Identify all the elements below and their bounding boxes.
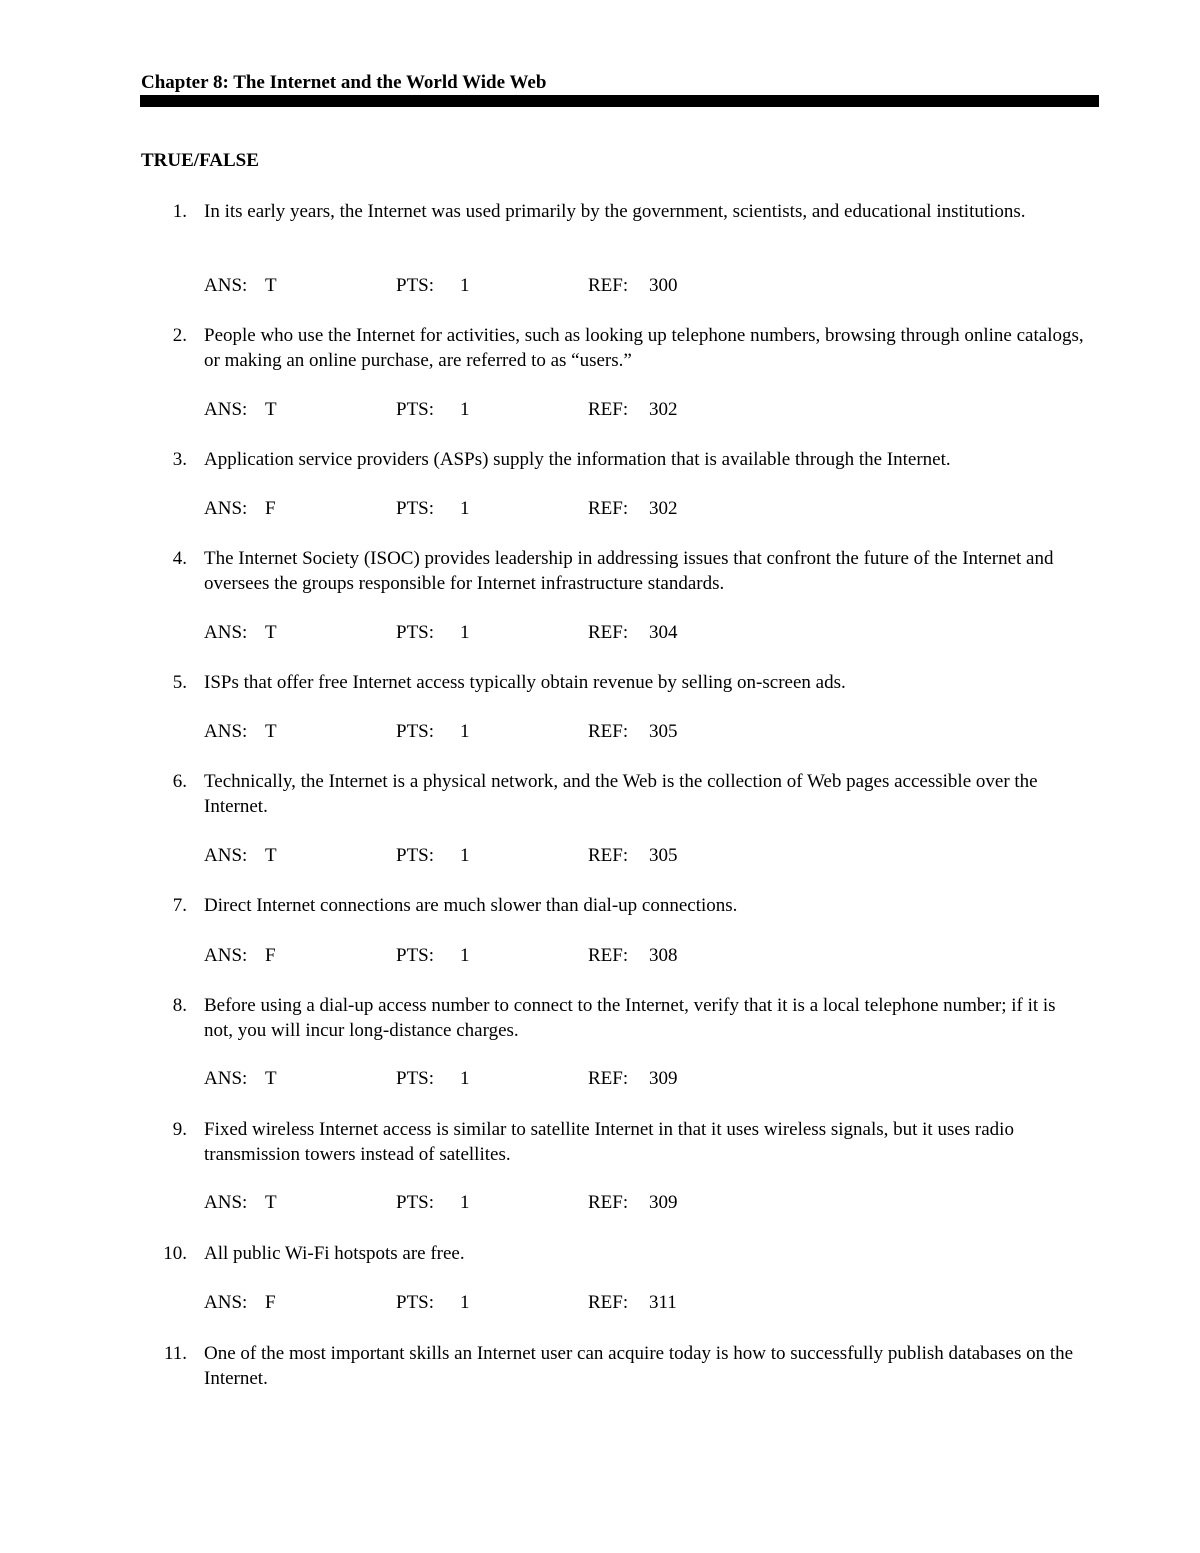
- ref-value: 308: [649, 945, 678, 966]
- question-number: 2.: [172, 325, 187, 346]
- question-number: 7.: [172, 895, 187, 916]
- ans-label: ANS:: [204, 275, 248, 296]
- pts-value: 1: [460, 1192, 470, 1213]
- ref-label: REF:: [588, 399, 629, 420]
- ref-value: 309: [649, 1192, 678, 1213]
- ans-label: ANS:: [204, 721, 248, 742]
- ref-value: 304: [649, 622, 678, 643]
- question-text: In its early years, the Internet was used primarily by the government, scientists, and educational institutions.: [204, 201, 1026, 222]
- question-text: Direct Internet connections are much slower than dial-up connections.: [204, 895, 738, 916]
- ref-value: 300: [649, 275, 678, 296]
- ans-value: T: [265, 845, 277, 866]
- question-text: Fixed wireless Internet access is similar to satellite Internet in that it uses wireless signals, but it uses radio transmission towers instead of satellites.: [204, 1119, 1014, 1165]
- chapter-title: Chapter 8: The Internet and the World Wide Web: [141, 72, 547, 93]
- question-number: 6.: [172, 771, 187, 792]
- ans-label: ANS:: [204, 1292, 248, 1313]
- pts-value: 1: [460, 275, 470, 296]
- pts-value: 1: [460, 622, 470, 643]
- question-text: One of the most important skills an Internet user can acquire today is how to successfully publish databases on the Internet.: [204, 1343, 1074, 1389]
- ref-label: REF:: [588, 1192, 629, 1213]
- pts-label: PTS:: [396, 945, 435, 966]
- question-number: 8.: [172, 995, 187, 1016]
- pts-label: PTS:: [396, 1192, 435, 1213]
- ans-value: F: [265, 1292, 276, 1313]
- question-text: Technically, the Internet is a physical network, and the Web is the collection of Web pages accessible over the Internet.: [204, 771, 1038, 817]
- ans-value: T: [265, 399, 277, 420]
- pts-label: PTS:: [396, 845, 435, 866]
- pts-value: 1: [460, 399, 470, 420]
- question-number: 4.: [172, 548, 187, 569]
- question-text: People who use the Internet for activities, such as looking up telephone numbers, browsing through online catalogs, or making an online purchase, are referred to as “users.”: [204, 325, 1084, 371]
- section-heading: TRUE/FALSE: [141, 150, 259, 171]
- ans-value: T: [265, 622, 277, 643]
- question-text: All public Wi-Fi hotspots are free.: [204, 1243, 465, 1264]
- pts-label: PTS:: [396, 622, 435, 643]
- question-text: The Internet Society (ISOC) provides leadership in addressing issues that confront the future of the Internet and oversees the groups responsible for Internet infrastructure standards.: [204, 548, 1054, 594]
- ref-value: 302: [649, 399, 678, 420]
- ref-label: REF:: [588, 498, 629, 519]
- pts-label: PTS:: [396, 721, 435, 742]
- question-number: 11.: [163, 1343, 187, 1364]
- ans-label: ANS:: [204, 399, 248, 420]
- ans-label: ANS:: [204, 1192, 248, 1213]
- pts-label: PTS:: [396, 399, 435, 420]
- ans-value: T: [265, 275, 277, 296]
- ref-value: 305: [649, 721, 678, 742]
- pts-label: PTS:: [396, 1068, 435, 1089]
- question-number: 9.: [172, 1119, 187, 1140]
- ans-label: ANS:: [204, 945, 248, 966]
- ref-label: REF:: [588, 1068, 629, 1089]
- ref-label: REF:: [588, 945, 629, 966]
- ref-label: REF:: [588, 721, 629, 742]
- ans-value: F: [265, 498, 276, 519]
- ans-value: F: [265, 945, 276, 966]
- question-number: 5.: [172, 672, 187, 693]
- ans-label: ANS:: [204, 498, 248, 519]
- pts-value: 1: [460, 1068, 470, 1089]
- pts-value: 1: [460, 498, 470, 519]
- ref-value: 311: [649, 1292, 677, 1313]
- pts-value: 1: [460, 845, 470, 866]
- title-rule: [140, 95, 1099, 107]
- ref-label: REF:: [588, 845, 629, 866]
- ans-value: T: [265, 1068, 277, 1089]
- pts-value: 1: [460, 1292, 470, 1313]
- ans-label: ANS:: [204, 622, 248, 643]
- ref-label: REF:: [588, 1292, 629, 1313]
- ans-label: ANS:: [204, 845, 248, 866]
- pts-label: PTS:: [396, 1292, 435, 1313]
- question-number: 3.: [172, 449, 187, 470]
- ans-label: ANS:: [204, 1068, 248, 1089]
- pts-value: 1: [460, 721, 470, 742]
- ref-value: 305: [649, 845, 678, 866]
- pts-label: PTS:: [396, 275, 435, 296]
- question-text: Application service providers (ASPs) supply the information that is available through the Internet.: [204, 449, 951, 470]
- question-text: ISPs that offer free Internet access typically obtain revenue by selling on-screen ads.: [204, 672, 846, 693]
- ref-value: 309: [649, 1068, 678, 1089]
- ref-label: REF:: [588, 622, 629, 643]
- pts-label: PTS:: [396, 498, 435, 519]
- question-text: Before using a dial-up access number to connect to the Internet, verify that it is a local telephone number; if it is not, you will incur long-distance charges.: [204, 995, 1056, 1041]
- ans-value: T: [265, 1192, 277, 1213]
- ref-label: REF:: [588, 275, 629, 296]
- ref-value: 302: [649, 498, 678, 519]
- ans-value: T: [265, 721, 277, 742]
- question-number: 10.: [163, 1243, 187, 1264]
- pts-value: 1: [460, 945, 470, 966]
- question-number: 1.: [172, 201, 187, 222]
